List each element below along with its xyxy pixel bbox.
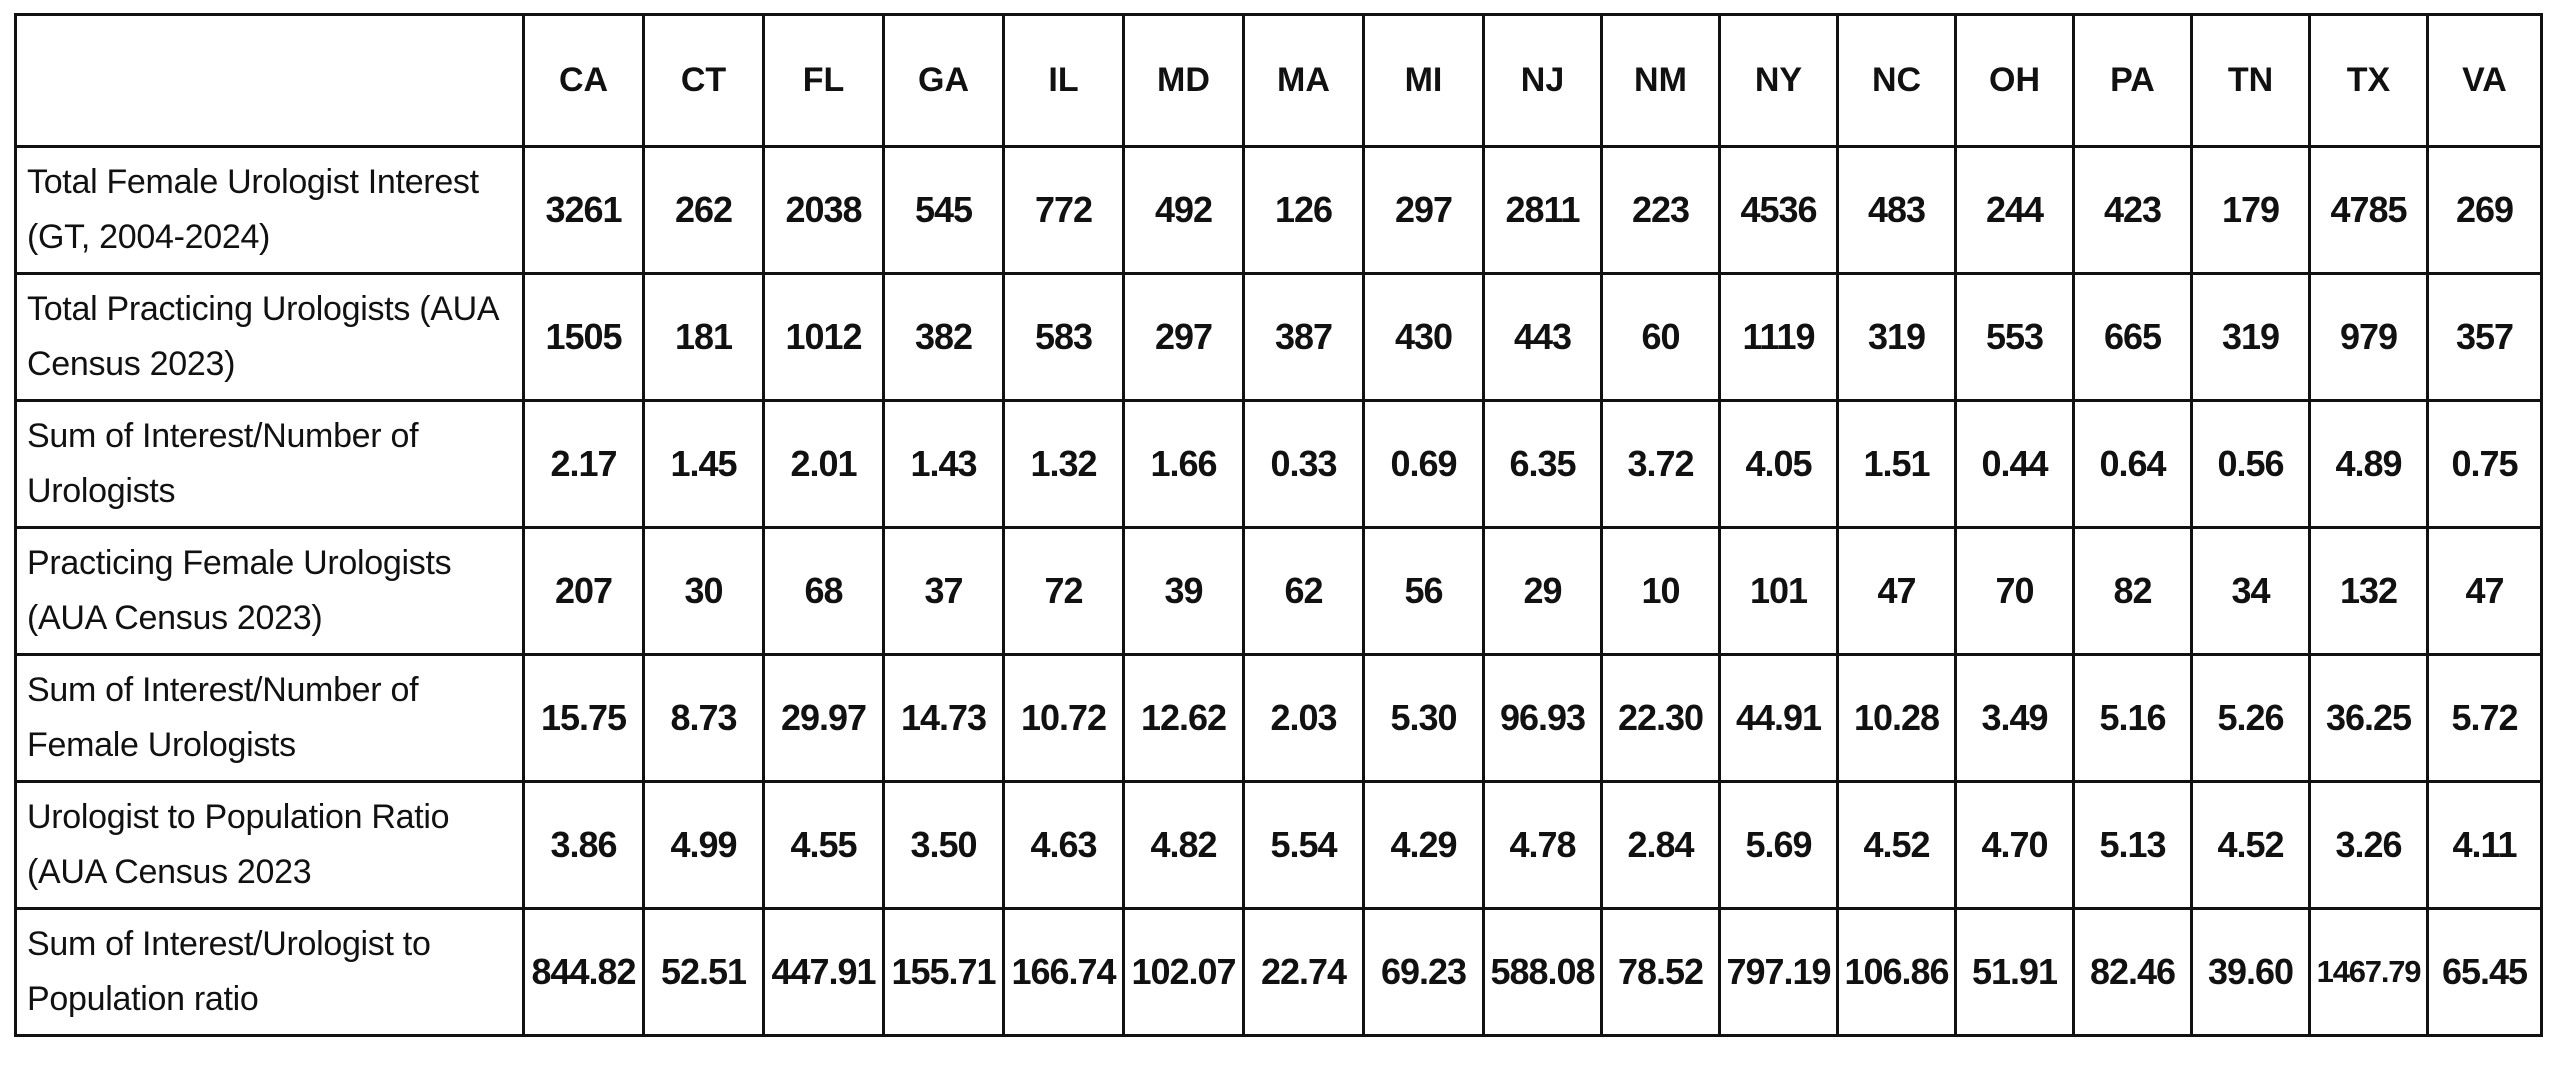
- row-label: Sum of Interest/Number of Female Urologists: [16, 655, 524, 782]
- table-cell: 3.72: [1602, 401, 1720, 528]
- table-cell: 10.28: [1838, 655, 1956, 782]
- table-cell: 5.16: [2074, 655, 2192, 782]
- table-cell: 1.32: [1004, 401, 1124, 528]
- table-cell: 10.72: [1004, 655, 1124, 782]
- header-row: [16, 15, 2542, 147]
- table-cell: 5.69: [1720, 782, 1838, 909]
- table-container: [14, 13, 2543, 1037]
- table-cell: 545: [884, 147, 1004, 274]
- table-cell: 4.11: [2428, 782, 2542, 909]
- table-cell: 5.13: [2074, 782, 2192, 909]
- table-cell: 106.86: [1838, 909, 1956, 1036]
- table-cell: 179: [2192, 147, 2310, 274]
- table-cell: 297: [1364, 147, 1484, 274]
- table-cell: 319: [2192, 274, 2310, 401]
- table-row: [16, 528, 2542, 655]
- table-cell: 2038: [764, 147, 884, 274]
- table-cell: 22.74: [1244, 909, 1364, 1036]
- table-row: [16, 401, 2542, 528]
- table-row: [16, 147, 2542, 274]
- table-cell: 29: [1484, 528, 1602, 655]
- table-cell: 0.75: [2428, 401, 2542, 528]
- table-cell: 423: [2074, 147, 2192, 274]
- table-cell: 60: [1602, 274, 1720, 401]
- table-cell: 3261: [524, 147, 644, 274]
- table-cell: 5.72: [2428, 655, 2542, 782]
- table-cell: 382: [884, 274, 1004, 401]
- table-cell: 8.73: [644, 655, 764, 782]
- column-header: NM: [1602, 15, 1720, 147]
- row-label: Sum of Interest/Number of Urologists: [16, 401, 524, 528]
- column-header: TX: [2310, 15, 2428, 147]
- table-cell: 36.25: [2310, 655, 2428, 782]
- table-cell: 979: [2310, 274, 2428, 401]
- table-cell: 387: [1244, 274, 1364, 401]
- table-cell: 4.70: [1956, 782, 2074, 909]
- table-cell: 34: [2192, 528, 2310, 655]
- table-cell: 1.43: [884, 401, 1004, 528]
- column-header: CT: [644, 15, 764, 147]
- table-cell: 492: [1124, 147, 1244, 274]
- row-label: Sum of Interest/Urologist to Population ratio: [16, 909, 524, 1036]
- table-cell: 70: [1956, 528, 2074, 655]
- table-cell: 1467.79: [2310, 909, 2428, 1036]
- row-label: Total Practicing Urologists (AUA Census 2023): [16, 274, 524, 401]
- table-cell: 37: [884, 528, 1004, 655]
- table-cell: 4.05: [1720, 401, 1838, 528]
- table-body: [16, 147, 2542, 1036]
- table-cell: 1.66: [1124, 401, 1244, 528]
- table-cell: 3.49: [1956, 655, 2074, 782]
- table-cell: 483: [1838, 147, 1956, 274]
- table-cell: 5.54: [1244, 782, 1364, 909]
- table-cell: 29.97: [764, 655, 884, 782]
- column-header: NJ: [1484, 15, 1602, 147]
- table-cell: 319: [1838, 274, 1956, 401]
- column-header: PA: [2074, 15, 2192, 147]
- table-cell: 297: [1124, 274, 1244, 401]
- column-header: GA: [884, 15, 1004, 147]
- table-cell: 772: [1004, 147, 1124, 274]
- table-cell: 4.52: [1838, 782, 1956, 909]
- row-label: Practicing Female Urologists (AUA Census 2023): [16, 528, 524, 655]
- table-row: [16, 655, 2542, 782]
- table-cell: 47: [1838, 528, 1956, 655]
- table-cell: 102.07: [1124, 909, 1244, 1036]
- table-cell: 2.03: [1244, 655, 1364, 782]
- table-cell: 39.60: [2192, 909, 2310, 1036]
- table-cell: 1119: [1720, 274, 1838, 401]
- table-cell: 4.78: [1484, 782, 1602, 909]
- table-cell: 82: [2074, 528, 2192, 655]
- column-header: OH: [1956, 15, 2074, 147]
- table-cell: 39: [1124, 528, 1244, 655]
- column-header: MI: [1364, 15, 1484, 147]
- table-cell: 65.45: [2428, 909, 2542, 1036]
- table-cell: 0.56: [2192, 401, 2310, 528]
- table-cell: 15.75: [524, 655, 644, 782]
- table-row: [16, 782, 2542, 909]
- table-cell: 223: [1602, 147, 1720, 274]
- table-cell: 0.64: [2074, 401, 2192, 528]
- table-cell: 68: [764, 528, 884, 655]
- table-cell: 3.86: [524, 782, 644, 909]
- table-cell: 1505: [524, 274, 644, 401]
- column-header: FL: [764, 15, 884, 147]
- table-cell: 5.26: [2192, 655, 2310, 782]
- table-cell: 844.82: [524, 909, 644, 1036]
- table-cell: 2.17: [524, 401, 644, 528]
- table-cell: 52.51: [644, 909, 764, 1036]
- column-header: NC: [1838, 15, 1956, 147]
- table-cell: 430: [1364, 274, 1484, 401]
- table-cell: 207: [524, 528, 644, 655]
- table-cell: 166.74: [1004, 909, 1124, 1036]
- column-header: NY: [1720, 15, 1838, 147]
- table-cell: 181: [644, 274, 764, 401]
- table-cell: 51.91: [1956, 909, 2074, 1036]
- table-cell: 14.73: [884, 655, 1004, 782]
- row-label: Total Female Urologist Interest (GT, 2004-2024): [16, 147, 524, 274]
- table-cell: 101: [1720, 528, 1838, 655]
- table-cell: 1012: [764, 274, 884, 401]
- table-cell: 82.46: [2074, 909, 2192, 1036]
- table-cell: 56: [1364, 528, 1484, 655]
- table-cell: 583: [1004, 274, 1124, 401]
- table-cell: 96.93: [1484, 655, 1602, 782]
- table-cell: 4.89: [2310, 401, 2428, 528]
- table-cell: 22.30: [1602, 655, 1720, 782]
- table-cell: 0.33: [1244, 401, 1364, 528]
- table-cell: 665: [2074, 274, 2192, 401]
- table-cell: 126: [1244, 147, 1364, 274]
- column-header: IL: [1004, 15, 1124, 147]
- table-cell: 3.50: [884, 782, 1004, 909]
- row-label: Urologist to Population Ratio (AUA Census 2023: [16, 782, 524, 909]
- table-cell: 4536: [1720, 147, 1838, 274]
- table-cell: 72: [1004, 528, 1124, 655]
- table-cell: 4.63: [1004, 782, 1124, 909]
- table-cell: 1.51: [1838, 401, 1956, 528]
- table-row: [16, 274, 2542, 401]
- corner-cell: [16, 15, 524, 147]
- table-cell: 47: [2428, 528, 2542, 655]
- table-cell: 797.19: [1720, 909, 1838, 1036]
- table-cell: 4.55: [764, 782, 884, 909]
- table-cell: 4.82: [1124, 782, 1244, 909]
- table-cell: 269: [2428, 147, 2542, 274]
- table-row: [16, 909, 2542, 1036]
- table-cell: 2.01: [764, 401, 884, 528]
- column-header: TN: [2192, 15, 2310, 147]
- table-cell: 4785: [2310, 147, 2428, 274]
- table-cell: 5.30: [1364, 655, 1484, 782]
- table-cell: 4.99: [644, 782, 764, 909]
- table-cell: 12.62: [1124, 655, 1244, 782]
- table-cell: 30: [644, 528, 764, 655]
- table-cell: 4.29: [1364, 782, 1484, 909]
- column-header: MA: [1244, 15, 1364, 147]
- column-header: CA: [524, 15, 644, 147]
- urologist-interest-table: [14, 13, 2543, 1037]
- table-cell: 10: [1602, 528, 1720, 655]
- table-cell: 132: [2310, 528, 2428, 655]
- table-cell: 4.52: [2192, 782, 2310, 909]
- column-header: MD: [1124, 15, 1244, 147]
- table-cell: 553: [1956, 274, 2074, 401]
- table-cell: 2811: [1484, 147, 1602, 274]
- table-cell: 443: [1484, 274, 1602, 401]
- table-cell: 357: [2428, 274, 2542, 401]
- table-cell: 44.91: [1720, 655, 1838, 782]
- table-cell: 1.45: [644, 401, 764, 528]
- table-cell: 155.71: [884, 909, 1004, 1036]
- table-cell: 69.23: [1364, 909, 1484, 1036]
- table-cell: 244: [1956, 147, 2074, 274]
- table-cell: 447.91: [764, 909, 884, 1036]
- table-cell: 2.84: [1602, 782, 1720, 909]
- table-cell: 262: [644, 147, 764, 274]
- table-cell: 0.44: [1956, 401, 2074, 528]
- table-cell: 588.08: [1484, 909, 1602, 1036]
- table-cell: 3.26: [2310, 782, 2428, 909]
- table-cell: 0.69: [1364, 401, 1484, 528]
- table-cell: 62: [1244, 528, 1364, 655]
- column-header: VA: [2428, 15, 2542, 147]
- table-cell: 6.35: [1484, 401, 1602, 528]
- table-cell: 78.52: [1602, 909, 1720, 1036]
